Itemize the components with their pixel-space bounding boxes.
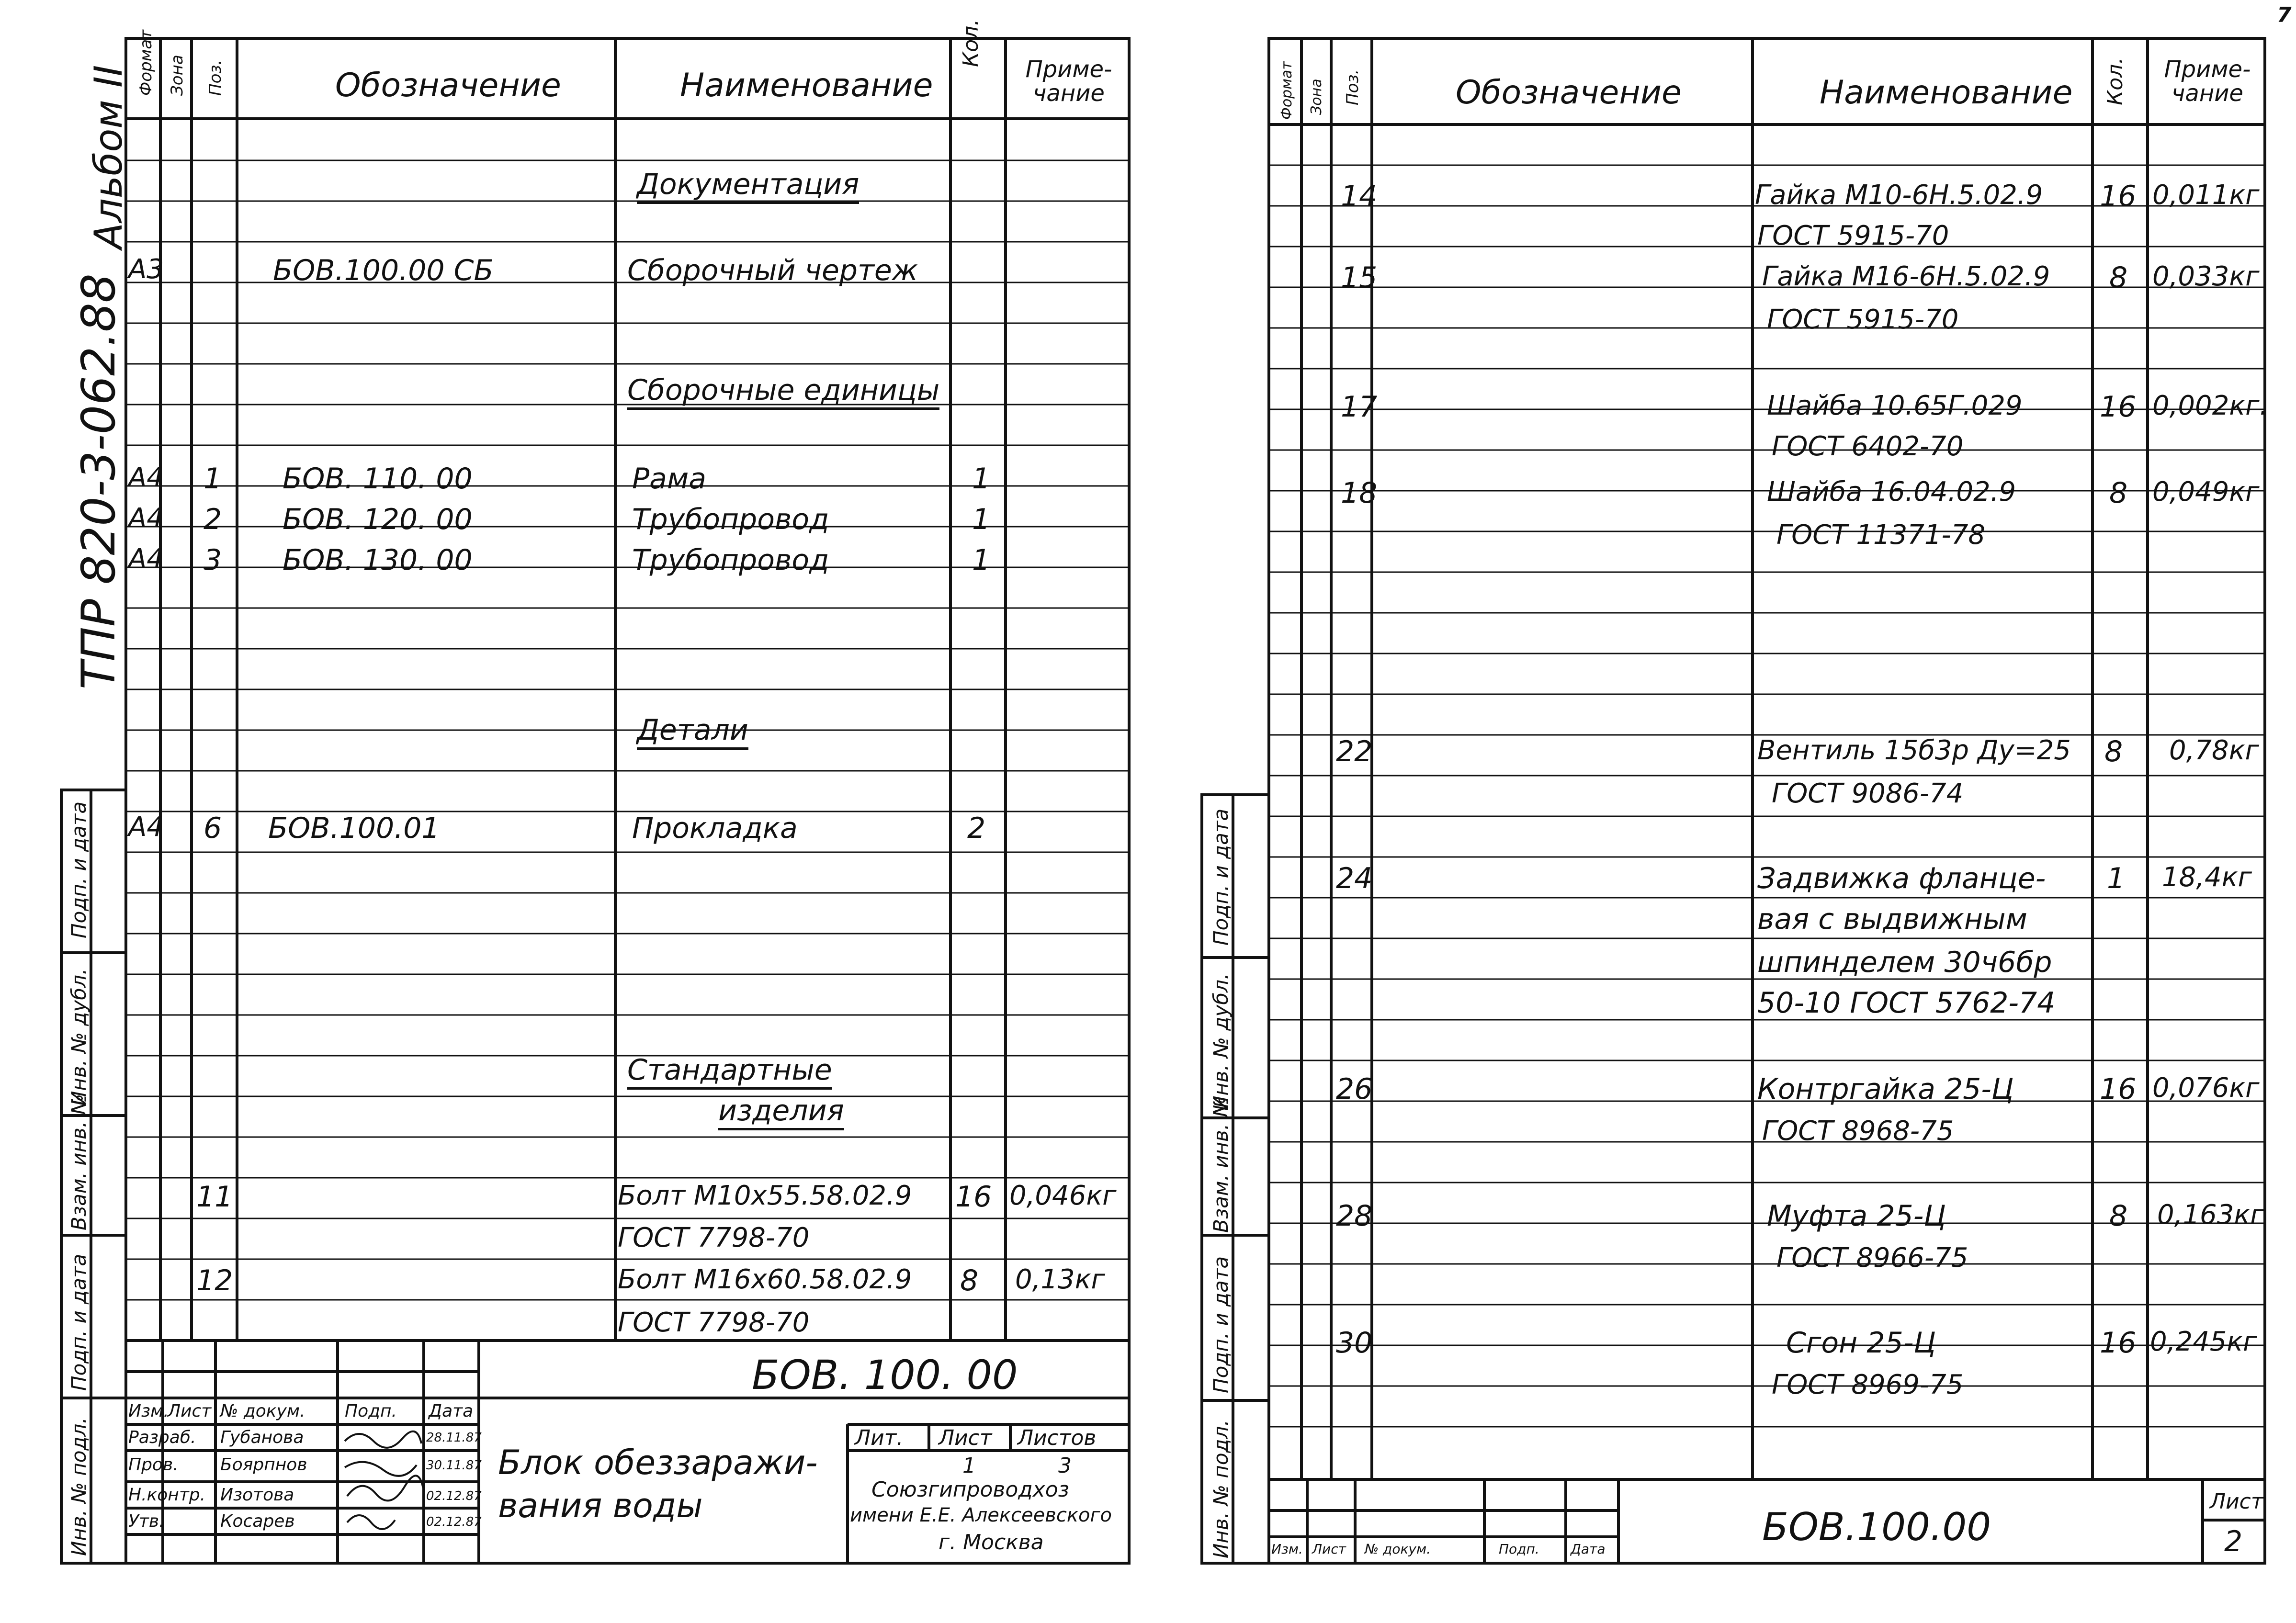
cell-qty: 1 bbox=[972, 503, 991, 536]
header-name: Наименование bbox=[1820, 74, 2073, 112]
cell-qty: 16 bbox=[2100, 390, 2137, 424]
cell-pos: 28 bbox=[1336, 1199, 1373, 1233]
stamp-inv-dubl: Инв. № дубл. bbox=[1209, 973, 1233, 1111]
cell-name: Трубопровод bbox=[632, 503, 829, 536]
tb-col-date: Дата bbox=[1571, 1541, 1606, 1557]
signer-date: 02.12.87 bbox=[426, 1515, 482, 1529]
cell-designation: БОВ. 130. 00 bbox=[283, 543, 473, 577]
cell-name: шпинделем 30ч6бр bbox=[1757, 946, 2052, 979]
tb-col-izm: Изм. bbox=[128, 1401, 169, 1421]
signer-role: Пров. bbox=[128, 1455, 179, 1475]
doc-code: БОВ. 100. 00 bbox=[752, 1352, 1018, 1398]
header-name: Наименование bbox=[680, 67, 933, 104]
sheet-label: Лист bbox=[2210, 1489, 2263, 1514]
cell-pos: 14 bbox=[1341, 180, 1378, 213]
cell-pos: 22 bbox=[1336, 735, 1373, 768]
signer-name: Изотова bbox=[220, 1485, 294, 1505]
cell-name: ГОСТ 7798-70 bbox=[618, 1222, 810, 1253]
sheet-label: Лист bbox=[939, 1426, 992, 1450]
cell-name: Вентиль 15б3р Ду=25 bbox=[1757, 735, 2071, 766]
stamp-vzam-inv: Взам. инв. № bbox=[1209, 1096, 1233, 1233]
section-documentation: Документация bbox=[637, 170, 859, 204]
sheets-label: Листов bbox=[1018, 1426, 1097, 1450]
cell-format: А3 bbox=[128, 254, 164, 285]
cell-name: Муфта 25-Ц bbox=[1767, 1199, 1946, 1233]
cell-name: Сгон 25-Ц bbox=[1786, 1326, 1936, 1360]
stamp-sign-date-2: Подп. и дата bbox=[1209, 1256, 1233, 1393]
sheets-count: 3 bbox=[1058, 1454, 1072, 1478]
cell-note: 0,13кг bbox=[1015, 1264, 1105, 1295]
signer-role: Утв. bbox=[128, 1511, 165, 1531]
cell-qty: 8 bbox=[2109, 1199, 2128, 1233]
stamp-sign-date: Подп. и дата bbox=[67, 801, 90, 938]
signer-name: Косарев bbox=[220, 1511, 295, 1531]
cell-pos: 12 bbox=[196, 1264, 233, 1297]
tb-col-date: Дата bbox=[429, 1401, 474, 1421]
signer-date: 28.11.87 bbox=[426, 1431, 482, 1445]
signer-name: Боярпнов bbox=[220, 1455, 307, 1475]
lit-label: Лит. bbox=[855, 1426, 904, 1450]
header-pos: Поз. bbox=[206, 59, 225, 96]
cell-qty: 1 bbox=[972, 543, 991, 577]
cell-pos: 15 bbox=[1341, 261, 1378, 294]
cell-name: Трубопровод bbox=[632, 543, 829, 577]
cell-format: А4 bbox=[128, 462, 164, 493]
org-line2: имени Е.Е. Алексеевского bbox=[850, 1504, 1112, 1526]
cell-qty: 8 bbox=[960, 1264, 979, 1297]
section-assembly-units: Сборочные единицы bbox=[627, 376, 939, 410]
header-pos: Поз. bbox=[1343, 69, 1362, 105]
header-format: Формат bbox=[1278, 61, 1295, 120]
cell-pos: 18 bbox=[1341, 476, 1378, 510]
cell-designation: БОВ.100.01 bbox=[268, 812, 440, 845]
signer-date: 02.12.87 bbox=[426, 1489, 482, 1503]
album-code: ТПР 820-3-062.88 bbox=[72, 273, 125, 689]
sheet-number: 2 bbox=[2224, 1525, 2243, 1558]
tb-col-list: Лист bbox=[168, 1401, 212, 1421]
cell-qty: 8 bbox=[2109, 261, 2128, 294]
cell-note: 0,033кг bbox=[2152, 261, 2260, 292]
cell-note: 0,046кг bbox=[1009, 1180, 1117, 1211]
cell-name: ГОСТ 11371-78 bbox=[1776, 519, 1985, 551]
section-standard-line2: изделия bbox=[718, 1096, 844, 1130]
header-designation: Обозначение bbox=[335, 67, 561, 104]
cell-pos: 6 bbox=[204, 812, 222, 845]
tb-col-sign: Подп. bbox=[1499, 1541, 1539, 1557]
signer-name: Губанова bbox=[220, 1428, 304, 1447]
cell-qty: 2 bbox=[967, 812, 986, 845]
stamp-sign-date-2: Подп. и дата bbox=[67, 1253, 90, 1391]
cell-qty: 16 bbox=[955, 1180, 992, 1214]
signature-scribbles bbox=[345, 1431, 424, 1529]
cell-note: 0,245кг bbox=[2150, 1326, 2257, 1357]
stamp-sign-date: Подп. и дата bbox=[1209, 808, 1233, 946]
cell-name: Шайба 16.04.02.9 bbox=[1767, 476, 2016, 507]
sheet-number: 1 bbox=[962, 1454, 976, 1478]
cell-note: 0,78кг bbox=[2169, 735, 2259, 766]
cell-qty: 16 bbox=[2100, 1072, 2137, 1106]
cell-pos: 1 bbox=[204, 462, 222, 496]
cell-format: А4 bbox=[128, 503, 164, 534]
cell-name: Контргайка 25-Ц bbox=[1757, 1072, 2014, 1106]
cell-note: 0,076кг bbox=[2152, 1072, 2260, 1104]
cell-name: Задвижка фланце- bbox=[1757, 862, 2046, 895]
cell-qty: 8 bbox=[2104, 735, 2123, 768]
cell-name: Болт М16х60.58.02.9 bbox=[618, 1264, 912, 1295]
cell-name: Шайба 10.65Г.029 bbox=[1767, 390, 2023, 421]
cell-name: 50-10 ГОСТ 5762-74 bbox=[1757, 986, 2056, 1020]
cell-pos: 26 bbox=[1336, 1072, 1373, 1106]
drawing-title-line1: Блок обеззаражи- bbox=[498, 1443, 818, 1482]
cell-designation: БОВ.100.00 СБ bbox=[273, 254, 494, 287]
cell-qty: 1 bbox=[2107, 862, 2126, 895]
tb-col-list: Лист bbox=[1312, 1541, 1346, 1557]
cell-qty: 1 bbox=[972, 462, 991, 496]
header-qty: Кол. bbox=[959, 19, 983, 67]
signer-date: 30.11.87 bbox=[426, 1458, 482, 1473]
header-zone: Зона bbox=[168, 55, 187, 96]
cell-name: ГОСТ 6402-70 bbox=[1772, 431, 1964, 462]
cell-format: А4 bbox=[128, 543, 164, 575]
stamp-inv-dubl: Инв. № дубл. bbox=[67, 968, 90, 1106]
header-format: Формат bbox=[136, 30, 156, 96]
cell-pos: 30 bbox=[1336, 1326, 1373, 1360]
cell-name: Прокладка bbox=[632, 812, 798, 845]
header-note: Приме-чание bbox=[2164, 56, 2251, 107]
cell-name: Болт М10х55.58.02.9 bbox=[618, 1180, 912, 1211]
doc-code: БОВ.100.00 bbox=[1762, 1505, 1991, 1549]
cell-name: Рама bbox=[632, 462, 706, 496]
cell-name: ГОСТ 7798-70 bbox=[618, 1307, 810, 1338]
section-details: Детали bbox=[637, 716, 748, 750]
cell-designation: БОВ. 110. 00 bbox=[283, 462, 473, 496]
tb-col-doc: № докум. bbox=[220, 1401, 305, 1421]
cell-name: ГОСТ 9086-74 bbox=[1772, 778, 1964, 809]
cell-qty: 16 bbox=[2100, 1326, 2137, 1360]
cell-note: 0,011кг bbox=[2152, 180, 2260, 211]
cell-note: 0,002кг. bbox=[2152, 390, 2268, 421]
cell-note: 18,4кг bbox=[2162, 862, 2252, 893]
cell-pos: 3 bbox=[204, 543, 222, 577]
signer-role: Разраб. bbox=[128, 1428, 196, 1447]
cell-name: ГОСТ 5915-70 bbox=[1767, 304, 1959, 335]
header-designation: Обозначение bbox=[1456, 74, 1682, 112]
stamp-inv-podl: Инв. № подл. bbox=[67, 1417, 90, 1556]
cell-pos: 11 bbox=[196, 1180, 233, 1214]
cell-designation: БОВ. 120. 00 bbox=[283, 503, 473, 536]
cell-name: Гайка М10-6Н.5.02.9 bbox=[1755, 180, 2043, 211]
section-standard-line1: Стандартные bbox=[627, 1056, 832, 1090]
cell-name: ГОСТ 5915-70 bbox=[1757, 220, 1949, 251]
cell-name: ГОСТ 8966-75 bbox=[1776, 1242, 1968, 1274]
org-line1: Союзгипроводхоз bbox=[871, 1477, 1070, 1502]
cell-name: ГОСТ 8968-75 bbox=[1762, 1116, 1954, 1147]
stamp-inv-podl: Инв. № подл. bbox=[1209, 1420, 1233, 1558]
tb-col-sign: Подп. bbox=[345, 1401, 397, 1421]
signer-role: Н.контр. bbox=[128, 1485, 206, 1505]
header-zone: Зона bbox=[1308, 79, 1325, 115]
cell-name: Гайка М16-6Н.5.02.9 bbox=[1762, 261, 2050, 292]
stamp-vzam-inv: Взам. инв. № bbox=[67, 1093, 90, 1230]
cell-format: А4 bbox=[128, 812, 164, 843]
cell-pos: 2 bbox=[204, 503, 222, 536]
cell-pos: 17 bbox=[1341, 390, 1378, 424]
cell-pos: 24 bbox=[1336, 862, 1373, 895]
cell-name: ГОСТ 8969-75 bbox=[1772, 1369, 1964, 1400]
header-note: Приме-чание bbox=[1025, 56, 1112, 107]
cell-note: 0,163кг bbox=[2157, 1199, 2264, 1230]
org-line3: г. Москва bbox=[939, 1530, 1044, 1555]
cell-qty: 8 bbox=[2109, 476, 2128, 510]
page-number: 7 bbox=[2277, 3, 2292, 27]
tb-col-doc: № докум. bbox=[1365, 1541, 1431, 1557]
cell-name: Сборочный чертеж bbox=[627, 254, 918, 287]
header-qty: Кол. bbox=[2103, 57, 2127, 105]
drawing-title-line2: вания воды bbox=[498, 1486, 703, 1525]
tb-col-izm: Изм. bbox=[1271, 1541, 1303, 1557]
cell-qty: 16 bbox=[2100, 180, 2137, 213]
cell-note: 0,049кг bbox=[2152, 476, 2260, 507]
cell-name: вая с выдвижным bbox=[1757, 902, 2027, 936]
album-label: Альбом II bbox=[86, 65, 131, 249]
